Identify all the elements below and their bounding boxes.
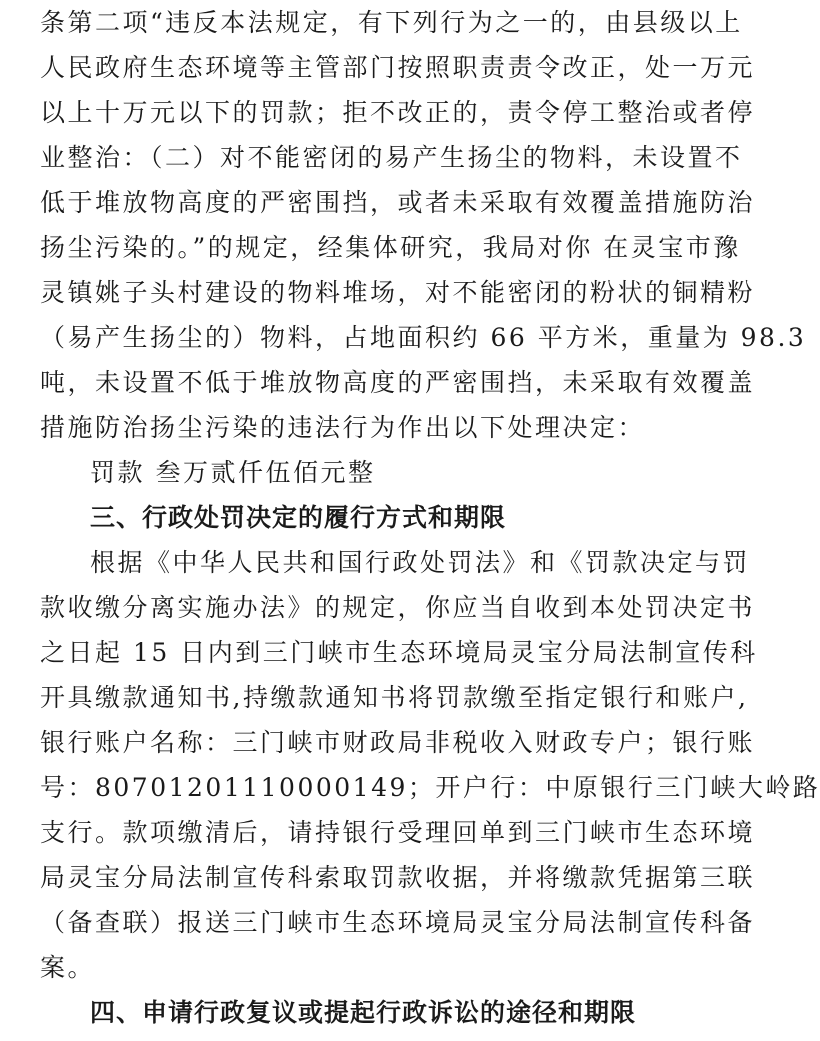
paragraph-payment-instructions <box>40 540 820 990</box>
section-heading-execution: 三、行政处罚决定的履行方式和期限 <box>90 503 507 532</box>
text-line: 银行账户名称：三门峡市财政局非税收入财政专户；银行账 <box>40 728 756 757</box>
text-line: 扬尘污染的。”的规定，经集体研究，我局对你 在灵宝市豫 <box>40 233 741 262</box>
paragraph-legal-basis <box>40 0 807 450</box>
text-line: （易产生扬尘的）物料，占地面积约 66 平方米，重量为 98.3 <box>40 323 807 352</box>
text-line: 条第二项“违反本法规定，有下列行为之一的，由县级以上 <box>40 8 743 37</box>
text-line: 吨，未设置不低于堆放物高度的严密围挡，未采取有效覆盖 <box>40 368 756 397</box>
text-line: 灵镇姚子头村建设的物料堆场，对不能密闭的粉状的铜精粉 <box>40 278 756 307</box>
text-line: 以上十万元以下的罚款；拒不改正的，责令停工整治或者停 <box>40 98 756 127</box>
text-line: 业整治：（二）对不能密闭的易产生扬尘的物料，未设置不 <box>40 143 743 172</box>
text-line: （备查联）报送三门峡市生态环境局灵宝分局法制宣传科备 <box>40 908 756 937</box>
text-line: 支行。款项缴清后，请持银行受理回单到三门峡市生态环境 <box>40 818 756 847</box>
section-heading-appeal: 四、申请行政复议或提起行政诉讼的途径和期限 <box>90 998 637 1027</box>
text-line: 低于堆放物高度的严密围挡，或者未采取有效覆盖措施防治 <box>40 188 756 217</box>
penalty-amount: 罚款 叁万贰仟伍佰元整 <box>90 458 376 487</box>
text-line: 之日起 15 日内到三门峡市生态环境局灵宝分局法制宣传科 <box>40 638 758 667</box>
text-line: 局灵宝分局法制宣传科索取罚款收据，并将缴款凭据第三联 <box>40 863 756 892</box>
text-line: 案。 <box>40 953 96 982</box>
text-line: 根据《中华人民共和国行政处罚法》和《罚款决定与罚 <box>90 548 751 577</box>
text-line: 款收缴分离实施办法》的规定，你应当自收到本处罚决定书 <box>40 593 756 622</box>
text-line: 号：80701201110000149；开户行：中原银行三门峡大岭路 <box>40 773 820 802</box>
document-page <box>40 0 820 1035</box>
text-line: 人民政府生态环境等主管部门按照职责责令改正，处一万元 <box>40 53 756 82</box>
text-line: 开具缴款通知书,持缴款通知书将罚款缴至指定银行和账户, <box>40 683 749 712</box>
text-line: 措施防治扬尘污染的违法行为作出以下处理决定： <box>40 413 646 442</box>
